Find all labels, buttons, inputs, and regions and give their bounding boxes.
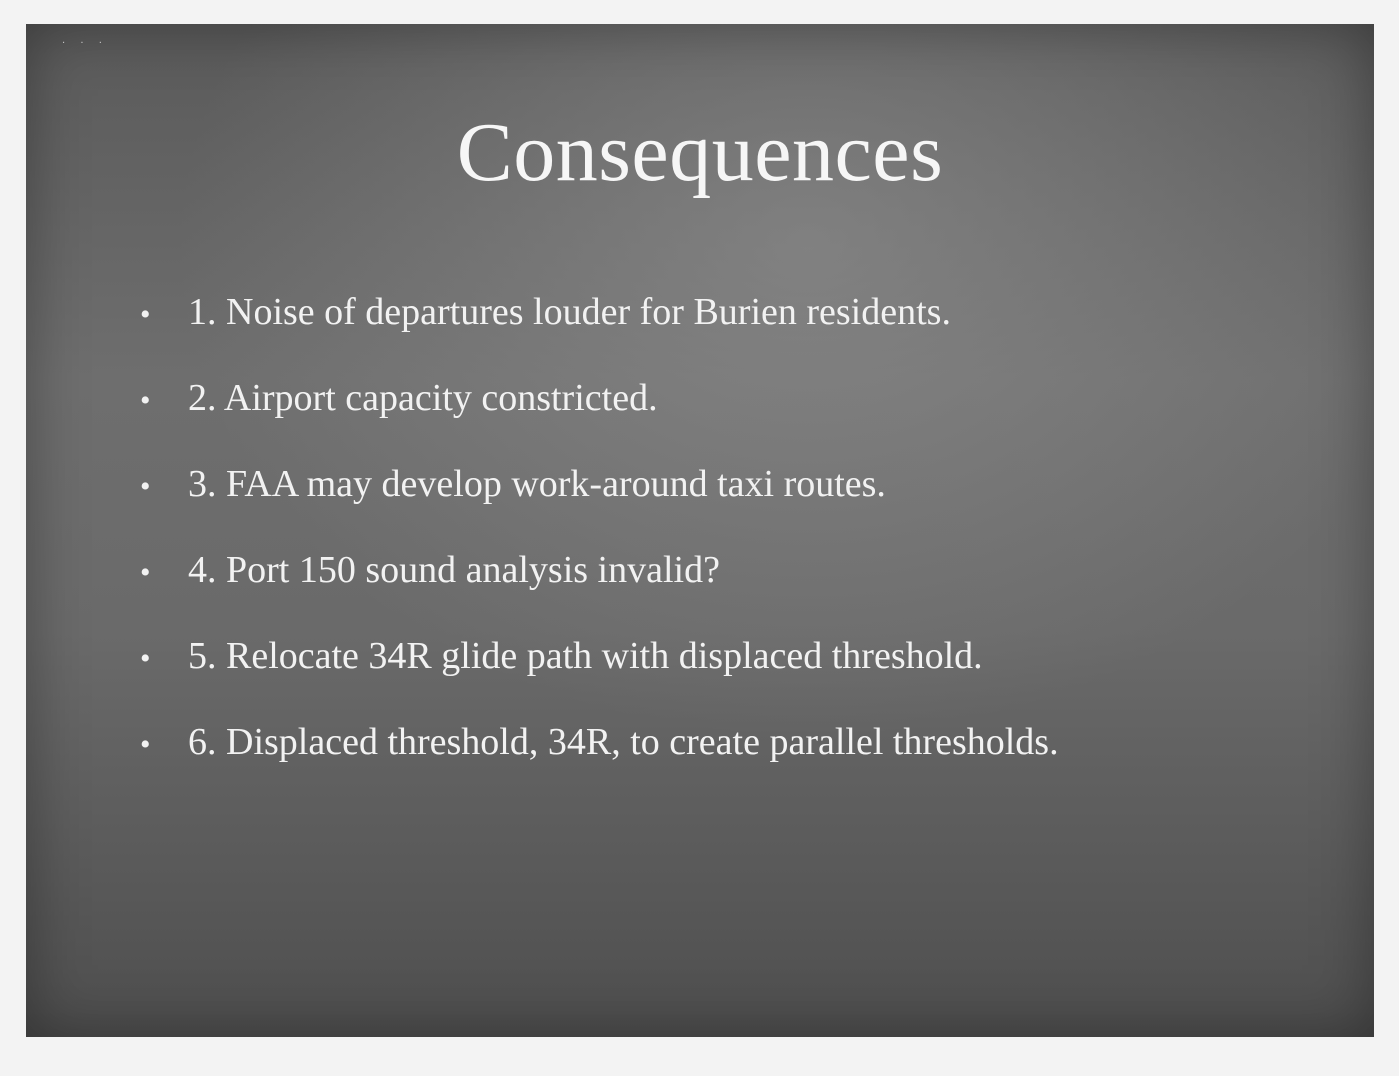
list-item: [140, 290, 1059, 376]
scan-marks: · · ·: [62, 38, 108, 49]
slide-title: Consequences: [456, 106, 944, 199]
bullet-list: [140, 290, 1059, 806]
list-item: [140, 462, 1059, 548]
slide: [26, 24, 1374, 1037]
list-item: [140, 634, 1059, 720]
bullet-text: 6. Displaced threshold, 34R, to create parallel thresholds.: [188, 721, 1059, 763]
bullet-icon: •: [140, 728, 151, 761]
bullet-icon: •: [140, 298, 151, 331]
bullet-text: 2. Airport capacity constricted.: [188, 377, 658, 419]
bullet-text: 3. FAA may develop work-around taxi routes.: [188, 463, 886, 505]
bullet-text: 1. Noise of departures louder for Burien residents.: [188, 291, 951, 333]
list-item: [140, 548, 1059, 634]
bullet-icon: •: [140, 384, 151, 417]
bullet-icon: •: [140, 556, 151, 589]
bullet-text: 4. Port 150 sound analysis invalid?: [188, 549, 720, 591]
list-item: [140, 376, 1059, 462]
list-item: [140, 720, 1059, 806]
bullet-icon: •: [140, 642, 151, 675]
bullet-text: 5. Relocate 34R glide path with displaced threshold.: [188, 635, 983, 677]
bullet-icon: •: [140, 470, 151, 503]
